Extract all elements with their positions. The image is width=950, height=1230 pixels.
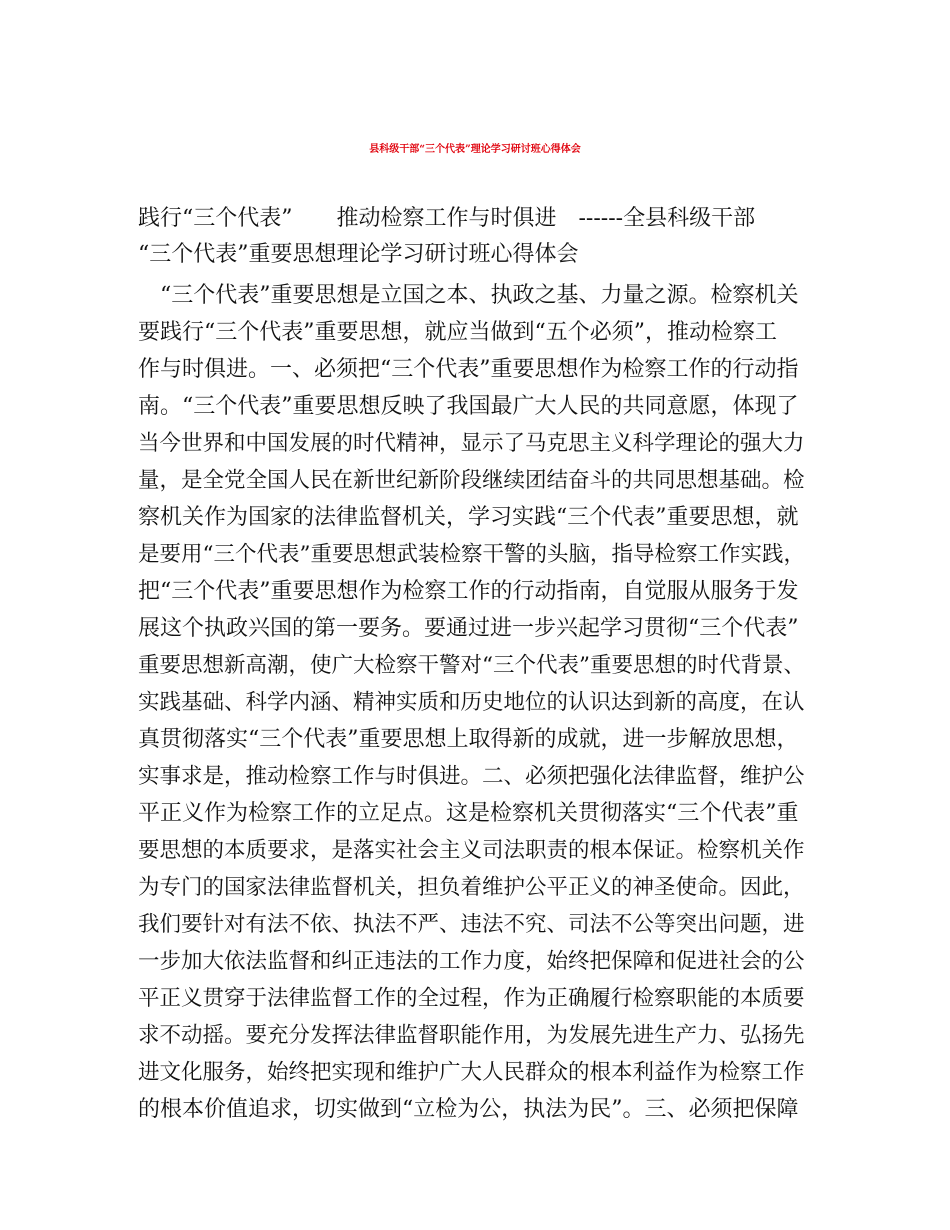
body-line-10: 展这个执政兴国的第一要务。要通过进一步兴起学习贯彻“三个代表” — [138, 616, 799, 641]
subtitle-line-1: 践行“三个代表” 推动检察工作与时俱进 ------全县科级干部 — [138, 206, 756, 231]
document-title: 县科级干部“三个代表”理论学习研讨班心得体会 — [369, 144, 581, 155]
subtitle-line-2: “三个代表”重要思想理论学习研讨班心得体会 — [138, 242, 579, 267]
body-line-5: 当今世界和中国发展的时代精神，显示了马克思主义科学理论的强大力 — [138, 431, 805, 456]
body-line-6: 量，是全党全国人民在新世纪新阶段继续团结奋斗的共同思想基础。检 — [138, 468, 805, 493]
body-line-4: 南。“三个代表”重要思想反映了我国最广大人民的共同意愿，体现了 — [138, 394, 799, 419]
body-line-23: 的根本价值追求，切实做到“立检为公，执法为民”。三、必须把保障 — [138, 1097, 799, 1122]
body-line-12: 实践基础、科学内涵、精神实质和历史地位的认识达到新的高度，在认 — [138, 690, 805, 715]
body-line-19: 一步加大依法监督和纠正违法的工作力度，始终把保障和促进社会的公 — [138, 949, 805, 974]
body-line-15: 平正义作为检察工作的立足点。这是检察机关贯彻落实“三个代表”重 — [138, 801, 799, 826]
body-line-18: 我们要针对有法不依、执法不严、违法不究、司法不公等突出问题，进 — [138, 912, 805, 937]
body-line-11: 重要思想新高潮，使广大检察干警对“三个代表”重要思想的时代背景、 — [138, 653, 805, 678]
body-line-13: 真贯彻落实“三个代表”重要思想上取得新的成就，进一步解放思想， — [138, 727, 799, 752]
body-line-1: “三个代表”重要思想是立国之本、执政之基、力量之源。检察机关 — [138, 283, 799, 308]
body-line-7: 察机关作为国家的法律监督机关，学习实践“三个代表”重要思想，就 — [138, 505, 799, 530]
body-line-14: 实事求是，推动检察工作与时俱进。二、必须把强化法律监督，维护公 — [138, 764, 805, 789]
body-line-3: 作与时俱进。一、必须把“三个代表”重要思想作为检察工作的行动指 — [138, 357, 799, 382]
body-line-2: 要践行“三个代表”重要思想，就应当做到“五个必须”，推动检察工 — [138, 320, 777, 345]
body-line-9: 把“三个代表”重要思想作为检察工作的行动指南，自觉服从服务于发 — [138, 579, 799, 604]
body-line-17: 为专门的国家法律监督机关，担负着维护公平正义的神圣使命。因此， — [138, 875, 805, 900]
body-line-20: 平正义贯穿于法律监督工作的全过程，作为正确履行检察职能的本质要 — [138, 986, 805, 1011]
body-line-16: 要思想的本质要求，是落实社会主义司法职责的根本保证。检察机关作 — [138, 838, 805, 863]
body-line-22: 进文化服务，始终把实现和维护广大人民群众的根本利益作为检察工作 — [138, 1060, 805, 1085]
body-line-21: 求不动摇。要充分发挥法律监督职能作用，为发展先进生产力、弘扬先 — [138, 1023, 805, 1048]
body-line-8: 是要用“三个代表”重要思想武装检察干警的头脑，指导检察工作实践， — [138, 542, 805, 567]
